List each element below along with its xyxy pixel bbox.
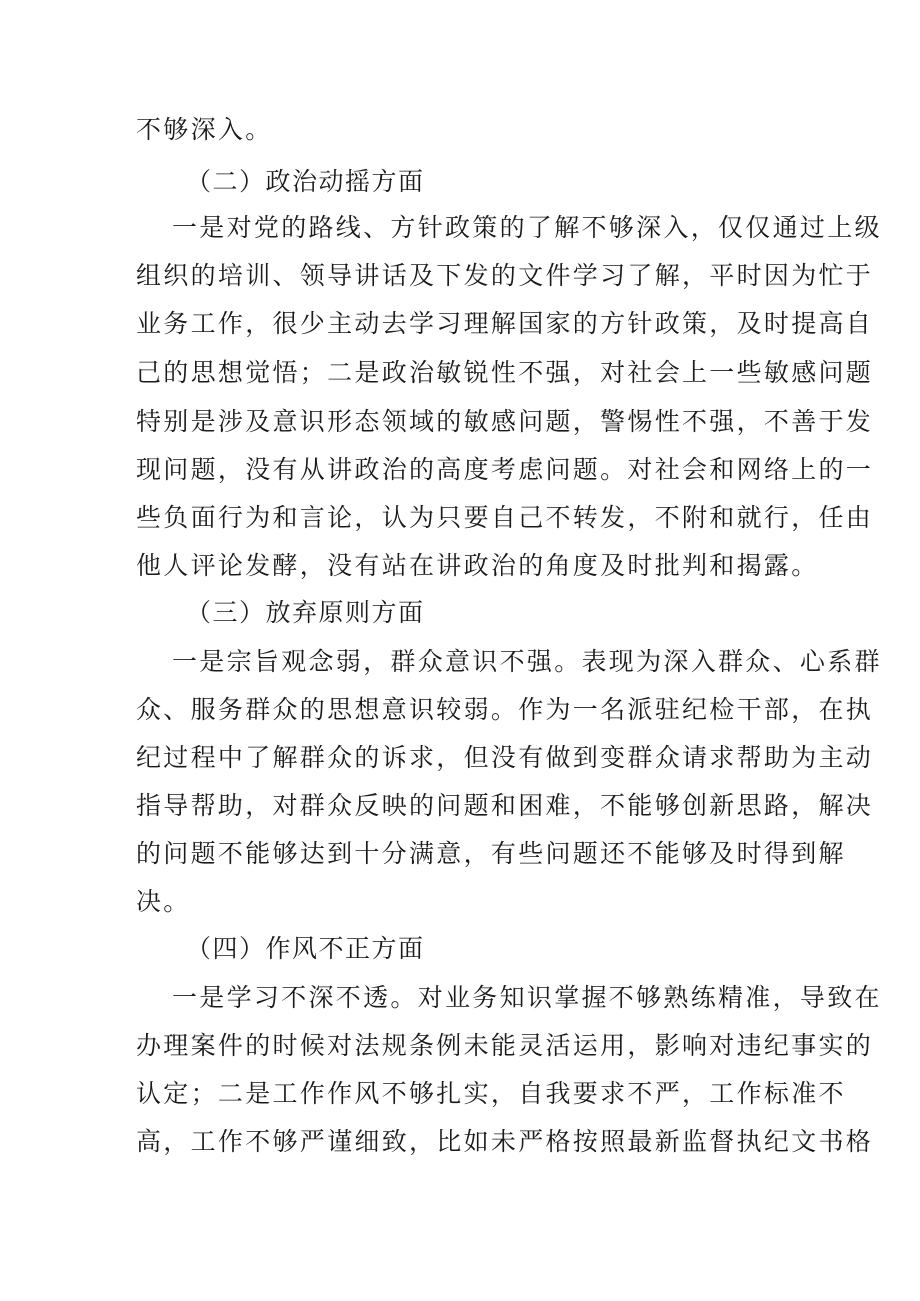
paragraph-line: 高，工作不够严谨细致，比如未严格按照最新监督执纪文书格 xyxy=(136,1127,874,1156)
paragraph-line: 组织的培训、领导讲话及下发的文件学习了解，平时因为忙于 xyxy=(136,261,874,290)
paragraph-line: 一是宗旨观念弱，群众意识不强。表现为深入群众、心系群 xyxy=(172,647,882,676)
paragraph-line: 决。 xyxy=(136,887,191,916)
paragraph-line: 特别是涉及意识形态领域的敏感问题，警惕性不强，不善于发 xyxy=(136,407,874,436)
paragraph-line: 的问题不能够达到十分满意，有些问题还不能够及时得到解 xyxy=(136,839,846,868)
paragraph-line: 指导帮助，对群众反映的问题和困难，不能够创新思路，解决 xyxy=(136,791,874,820)
paragraph-line: 一是学习不深不透。对业务知识掌握不够熟练精准，导致在 xyxy=(172,983,882,1012)
section-heading: （四）作风不正方面 xyxy=(186,934,425,963)
paragraph-line: 些负面行为和言论，认为只要自己不转发，不附和就行，任由 xyxy=(136,503,874,532)
paragraph-line: 认定；二是工作作风不够扎实，自我要求不严，工作标准不 xyxy=(136,1079,846,1108)
paragraph-line: 办理案件的时候对法规条例未能灵活运用，影响对违纪事实的 xyxy=(136,1031,874,1060)
paragraph-line: 现问题，没有从讲政治的高度考虑问题。对社会和网络上的一 xyxy=(136,455,874,484)
paragraph-line: 纪过程中了解群众的诉求，但没有做到变群众请求帮助为主动 xyxy=(136,743,874,772)
section-heading: （三）放弃原则方面 xyxy=(186,598,425,627)
paragraph-line: 他人评论发酵，没有站在讲政治的角度及时批判和揭露。 xyxy=(136,551,819,580)
paragraph-line: 一是对党的路线、方针政策的了解不够深入，仅仅通过上级 xyxy=(172,213,882,242)
section-heading: （二）政治动摇方面 xyxy=(186,167,425,196)
paragraph-line: 己的思想觉悟；二是政治敏锐性不强，对社会上一些敏感问题 xyxy=(136,358,874,387)
paragraph-line: 业务工作，很少主动去学习理解国家的方针政策，及时提高自 xyxy=(136,309,874,338)
paragraph-line: 不够深入。 xyxy=(136,115,273,144)
paragraph-line: 众、服务群众的思想意识较弱。作为一名派驻纪检干部，在执 xyxy=(136,695,874,724)
